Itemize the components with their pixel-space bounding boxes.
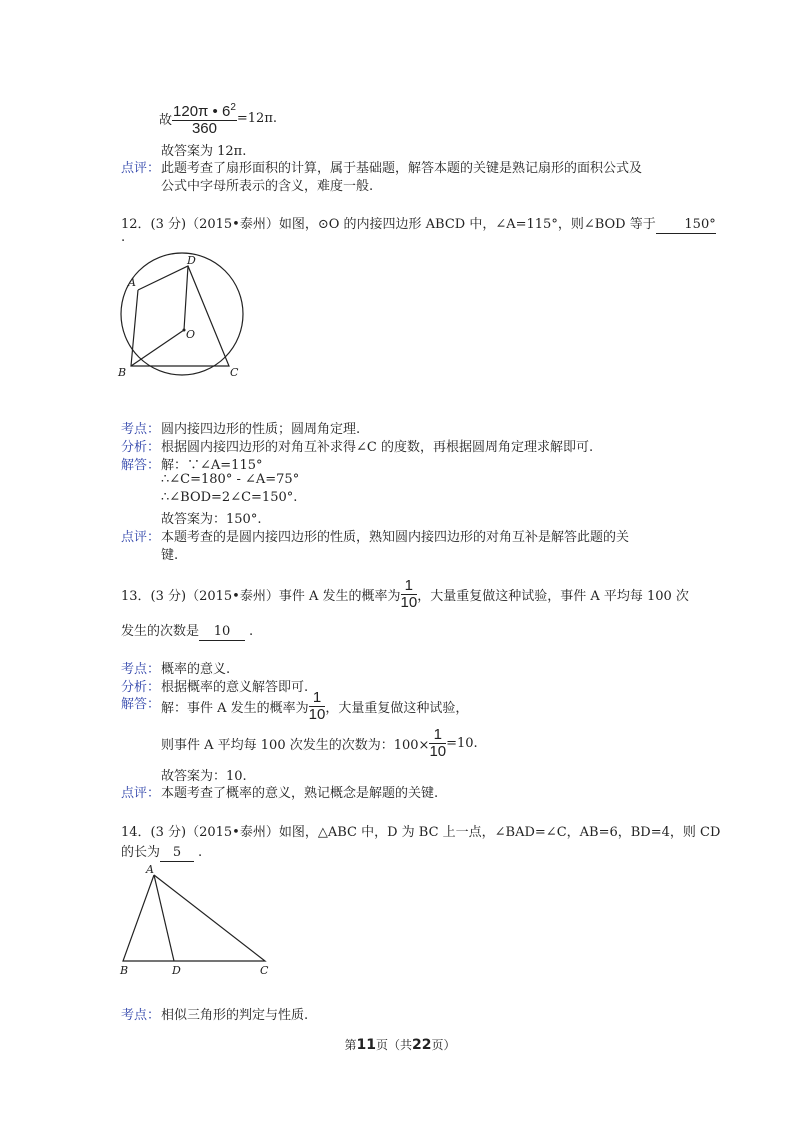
q13-frac-num: 1 (401, 578, 418, 595)
q13-jd1 (161, 690, 468, 723)
q12-jd-label: 解答： (121, 458, 161, 473)
q12-answer-blank: 150° (656, 217, 716, 234)
q14-kd-label: 考点： (121, 1008, 161, 1023)
top-comment-label: 点评： (121, 161, 161, 176)
q12-jd3: ∴∠BOD=2∠C=150°. (161, 490, 298, 505)
q12-label-d: D (187, 254, 196, 267)
formula-result: =12π. (236, 111, 278, 126)
q13-jd2-tail: =10. (446, 736, 478, 751)
q12-fx-label: 分析： (121, 440, 161, 455)
q12-stem-period: . (121, 230, 126, 245)
q14-label-c: C (260, 964, 269, 977)
q13-line2-text: 发生的次数是 (121, 624, 200, 639)
formula-exponent: 2 (230, 102, 236, 113)
quad-abcd (131, 266, 229, 366)
q13-frac-den: 10 (400, 594, 418, 611)
q12-label-c: C (230, 366, 239, 379)
q13-answer-blank: 10 (199, 624, 245, 641)
q14-label-b: B (120, 964, 129, 977)
q14-line2-text: 的长为 (121, 845, 161, 860)
q12-dp1: 本题考查的是圆内接四边形的性质，熟知圆内接四边形的对角互补是解答此题的关 (161, 530, 630, 545)
top-answer: 故答案为 12π. (161, 144, 247, 159)
q12-dp-label: 点评： (121, 530, 161, 545)
footer-mid: 页（共 (375, 1038, 412, 1052)
q13-jd2 (161, 727, 478, 760)
q13-jd2-text: 则事件 A 平均每 100 次发生的次数为：100× (161, 738, 430, 753)
q13-kd: 概率的意义. (161, 662, 231, 677)
q13-jd2-fraction (429, 727, 446, 760)
segment-od (184, 266, 188, 330)
q13-fx-label: 分析： (121, 680, 161, 695)
q13-line2 (121, 620, 253, 641)
q13-stem-tail: ，大量重复做这种试验，事件 A 平均每 100 次 (417, 589, 689, 604)
page-footer (0, 1036, 800, 1053)
q13-dp-label: 点评： (121, 786, 161, 801)
q14-line2-end: . (198, 845, 203, 860)
top-comment-line1: 此题考查了扇形面积的计算，属于基础题，解答本题的关键是熟记扇形的面积公式及 (161, 161, 643, 176)
q13-kd-label: 考点： (121, 662, 161, 677)
q12-label-a: A (128, 276, 136, 289)
q13-fraction (401, 578, 418, 611)
q12-fx: 根据圆内接四边形的对角互补求得∠C 的度数，再根据圆周角定理求解即可. (161, 440, 594, 455)
footer-page-number: 11 (356, 1037, 376, 1053)
q12-dp2: 键. (161, 548, 179, 563)
formula-fraction (172, 100, 237, 137)
q13-jd3: 故答案为：10. (161, 769, 247, 784)
q14-triangle-figure (114, 862, 274, 978)
q14-kd: 相似三角形的判定与性质. (161, 1008, 309, 1023)
q13-stem-text: 13．(3 分)（2015•泰州）事件 A 发生的概率为 (121, 589, 401, 604)
q14-line2 (121, 841, 202, 862)
footer-total-pages: 22 (412, 1037, 432, 1053)
q13-fx: 根据概率的意义解答即可. (161, 680, 309, 695)
q12-stem (121, 213, 716, 234)
q12-kd: 圆内接四边形的性质；圆周角定理. (161, 422, 361, 437)
q14-stem: 14．(3 分)（2015•泰州）如图，△ABC 中，D 为 BC 上一点，∠BAD=∠C，AB=6，BD=4，则 CD (121, 825, 721, 840)
q13-jd1-fraction (309, 690, 326, 723)
footer-pre: 第 (344, 1038, 357, 1052)
top-comment-line2: 公式中字母所表示的含义，难度一般. (161, 179, 374, 194)
segment-bo (131, 330, 184, 366)
q14-label-d: D (172, 964, 181, 977)
q12-label-o: O (186, 328, 196, 341)
q12-circle-figure (112, 252, 252, 380)
q12-kd-label: 考点： (121, 422, 161, 437)
q13-jd1-frac-den: 10 (308, 706, 326, 723)
sector-area-formula (159, 100, 277, 137)
q13-jd1-tail: ，大量重复做这种试验， (325, 701, 469, 716)
q14-answer-blank: 5 (160, 845, 194, 862)
q13-dp: 本题考查了概率的意义，熟记概念是解题的关键. (161, 786, 439, 801)
q12-label-b: B (118, 366, 127, 379)
formula-numerator: 120π • 6 (173, 103, 231, 120)
formula-denominator: 360 (191, 120, 217, 137)
q13-stem (121, 578, 689, 611)
footer-post: 页） (431, 1038, 456, 1052)
q13-jd2-frac-den: 10 (429, 743, 447, 760)
q14-label-a: A (146, 863, 154, 876)
q12-jd2: ∴∠C=180° - ∠A=75° (161, 472, 300, 487)
q13-jd1-frac-num: 1 (309, 690, 326, 707)
q12-jd1: 解：∵∠A=115° (161, 458, 263, 473)
q13-jd2-frac-num: 1 (429, 727, 446, 744)
gu-text: 故 (159, 113, 173, 128)
q13-jd1-text: 解：事件 A 发生的概率为 (161, 701, 309, 716)
q12-jd4: 故答案为：150°. (161, 512, 262, 527)
triangle-abc (123, 875, 265, 961)
q13-jd-label: 解答： (121, 697, 161, 712)
q12-stem-text: 12．(3 分)（2015•泰州）如图，⊙O 的内接四边形 ABCD 中，∠A=115°，则∠BOD 等于 (121, 217, 656, 232)
q13-line2-end: . (249, 624, 254, 639)
